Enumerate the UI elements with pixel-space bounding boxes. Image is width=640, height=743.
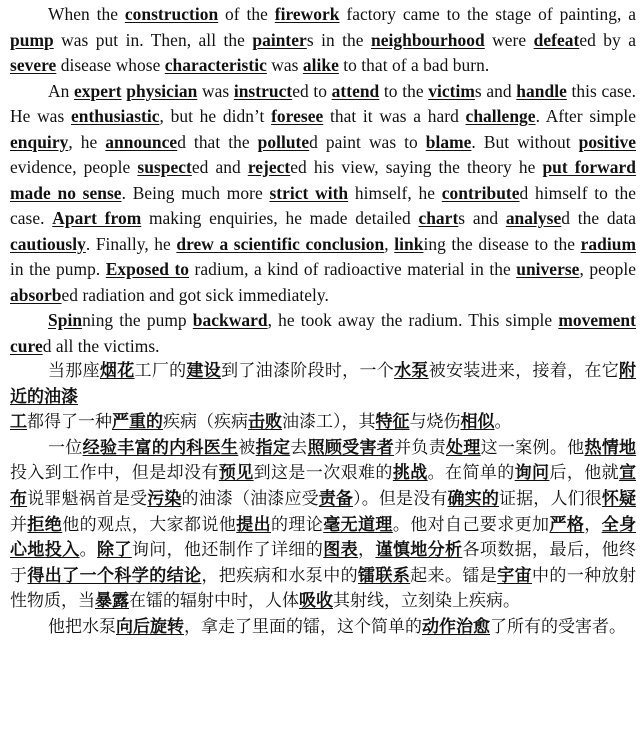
keyword: reject (247, 157, 291, 177)
keyword: Exposed to (105, 259, 190, 279)
text-run: ， (584, 514, 602, 535)
text-run: 并负责 (394, 437, 447, 458)
keyword: positive (578, 131, 636, 152)
text-run: 证据，人们很 (498, 488, 602, 509)
text-run: d that the (177, 131, 258, 152)
text-run: in the pump. (10, 259, 106, 279)
text-run: 并 (10, 514, 28, 535)
text-run: 各项数据，最后，他终于 (10, 540, 637, 586)
keyword: 除了 (97, 540, 132, 561)
keyword: 水泵 (394, 361, 429, 381)
keyword: 询问 (514, 463, 550, 484)
text-run: ，把疾病和水泵中的 (201, 565, 359, 586)
text-run: . But without (471, 131, 579, 152)
text-run: 与烧伤 (409, 412, 461, 433)
keyword: 提出 (236, 514, 272, 535)
keyword: 怀疑 (601, 488, 637, 509)
keyword: announce (105, 131, 178, 152)
keyword: pollute (257, 131, 310, 152)
text-run: s and (474, 80, 517, 101)
keyword: 照顾受害者 (307, 437, 395, 458)
text-run: 一位 (48, 437, 83, 458)
text-run: , (384, 233, 395, 254)
text-run: 。在简单的 (427, 463, 515, 484)
text-run: making enquiries, he made detailed (141, 208, 419, 228)
text-run: 投入到工作中，但是却没有 (10, 463, 219, 484)
keyword: 击败 (248, 412, 282, 433)
english-paragraph-2 (10, 79, 636, 309)
keyword: instruct (233, 80, 293, 101)
text-run: that it was a hard (323, 106, 466, 126)
text-run: was (266, 55, 303, 75)
keyword: made no sense (10, 182, 122, 203)
keyword: Apart from (52, 208, 142, 228)
keyword: enthusiastic (70, 106, 160, 126)
text-run: ing the disease to the (423, 233, 581, 254)
keyword: neighbourhood (371, 29, 485, 50)
text-run: ， (358, 540, 376, 561)
keyword: put forward (542, 157, 637, 177)
keyword: 附近的 (10, 361, 637, 407)
text-run: radium, a kind of radioactive material in the (189, 259, 517, 279)
text-run: evidence, people (10, 157, 138, 177)
text-run: , but he didn’t (159, 106, 272, 126)
keyword: absorb (10, 284, 62, 305)
text-run: 到了油漆阶段时，一个 (221, 361, 395, 381)
text-run: 油漆工），其 (282, 412, 376, 433)
text-run: 去 (290, 437, 308, 458)
text-run: 这一案例。他 (480, 437, 585, 458)
text-run: s and (458, 208, 506, 228)
keyword: 相似 (460, 412, 495, 433)
keyword: 确实的 (447, 488, 499, 509)
text-run: ed radiation and got sick immediately. (61, 284, 329, 305)
keyword: 得出了一个科学的结论 (27, 565, 202, 586)
keyword: 污染 (147, 488, 182, 509)
text-run: ed his view, saying the theory he (290, 157, 543, 177)
keyword: link (394, 233, 424, 254)
text-run: 在镭的辐射中时，人体 (129, 591, 299, 612)
english-paragraph-3 (10, 308, 636, 359)
keyword: 挑战 (392, 463, 428, 484)
text-run: 了所有的受害者。 (490, 616, 626, 637)
text-run: this case. He was (10, 80, 637, 126)
keyword: strict with (269, 182, 349, 203)
english-passage (10, 2, 636, 359)
text-run: was (197, 80, 234, 101)
keyword: contribute (441, 182, 520, 203)
keyword: 处理 (446, 437, 481, 458)
keyword: attend (331, 80, 380, 101)
text-run: s in the (306, 29, 371, 50)
keyword: 特征 (375, 412, 410, 433)
keyword: defeat (533, 29, 580, 50)
keyword: blame (425, 131, 472, 152)
keyword: 严重的 (112, 412, 163, 433)
text-run: 询问，他还制作了详细的 (131, 540, 324, 561)
keyword: handle (516, 80, 567, 101)
keyword: 图表 (323, 540, 359, 561)
keyword: 指定 (255, 437, 291, 458)
text-run: , he (68, 131, 106, 152)
text-run: 工厂的 (134, 361, 187, 381)
text-run: 起来。镭是 (410, 565, 498, 586)
text-run: 他把水泵 (48, 616, 116, 637)
keyword: radium (580, 233, 637, 254)
keyword: 烟花 (99, 361, 135, 381)
text-run: d all the victims. (42, 335, 160, 356)
text-run: was put in. Then, all the (53, 29, 253, 50)
keyword: enquiry (10, 131, 69, 152)
keyword: backward (192, 310, 268, 330)
text-run: When the (48, 4, 125, 24)
keyword: foresee (271, 106, 324, 126)
english-paragraph-1 (10, 2, 636, 79)
text-run: 当那座 (48, 361, 100, 381)
keyword: 全身心地投入 (10, 514, 637, 561)
keyword: 吸收 (299, 591, 333, 612)
text-run: d the data (561, 208, 636, 228)
keyword: alike (302, 55, 339, 75)
keyword: construction (124, 4, 219, 24)
keyword: 工 (10, 412, 27, 433)
keyword: 严格 (549, 514, 585, 535)
keyword: cautiously (10, 233, 86, 254)
keyword: 热情地 (584, 437, 637, 458)
keyword: chart (418, 208, 459, 228)
text-run: 疾病（疾病 (163, 412, 248, 433)
keyword: analyse (505, 208, 562, 228)
text-run: to the (379, 80, 429, 101)
keyword: Spin (48, 310, 83, 330)
keyword: severe (10, 55, 57, 75)
keyword: painter (252, 29, 307, 50)
keyword: 经验丰富的内科医生 (82, 437, 239, 458)
text-run: . After simple (535, 106, 637, 126)
keyword: characteristic (164, 55, 267, 75)
text-run: 被 (238, 437, 256, 458)
text-run: ed and (191, 157, 248, 177)
text-run: ed to (292, 80, 332, 101)
text-run: 的油漆（油漆应受 (181, 488, 319, 509)
keyword: 谨慎地分析 (375, 540, 463, 561)
text-run: ）。但是没有 (353, 488, 448, 509)
keyword: pump (10, 29, 54, 50)
keyword: 油漆 (44, 386, 78, 407)
chinese-translation (10, 359, 636, 641)
text-run: ，拿走了里面的镭，这个简单的 (184, 616, 422, 637)
text-run: of the (218, 4, 275, 24)
text-run: . Being much more (121, 182, 270, 203)
text-run: 他的观点，大家都说他 (62, 514, 237, 535)
keyword: physician (126, 80, 198, 101)
chinese-paragraph-2 (10, 436, 636, 615)
text-run: 的理论 (271, 514, 324, 535)
text-run: 都得了一种 (27, 412, 112, 433)
text-run: d himself to the case. (10, 182, 636, 228)
keyword: universe (516, 259, 580, 279)
text-run: , he took away the radium. This simple (267, 310, 559, 330)
keyword: 建设 (186, 361, 222, 381)
keyword: 宣布 (10, 463, 637, 509)
text-run: 中的一种放射性物质，当 (10, 565, 637, 612)
keyword: 责备 (318, 488, 354, 509)
text-run: factory came to the stage of painting, a (339, 4, 636, 24)
text-run: ning the pump (82, 310, 193, 330)
keyword: challenge (465, 106, 536, 126)
text-run: 。 (494, 412, 512, 433)
keyword: 暴露 (95, 591, 129, 612)
text-run: 。 (79, 540, 98, 561)
keyword: 预见 (218, 463, 254, 484)
text-run: . Finally, he (85, 233, 177, 254)
keyword: firework (274, 4, 340, 24)
keyword: 动作治愈 (422, 616, 490, 637)
chinese-paragraph-3 (10, 615, 636, 641)
keyword: victim (428, 80, 475, 101)
text-run: 后，他就 (549, 463, 620, 484)
text-run: 其射线，立刻染上疾病。 (333, 591, 520, 612)
text-run: , people (579, 259, 636, 279)
keyword: 镭联系 (358, 565, 411, 586)
text-run: himself, he (348, 182, 442, 203)
chinese-paragraph-1 (10, 359, 636, 436)
text-run: to that of a bad burn. (338, 55, 490, 75)
keyword: drew a scientific conclusion (176, 233, 385, 254)
text-run: disease whose (56, 55, 165, 75)
text-run: ed by a (579, 29, 636, 50)
keyword: 向后旋转 (116, 616, 184, 637)
keyword: suspect (137, 157, 192, 177)
keyword: 宇宙 (497, 565, 533, 586)
text-run: were (484, 29, 534, 50)
keyword: 毫无道理 (323, 514, 393, 535)
text-run: d paint was to (309, 131, 426, 152)
text-run: 到这是一次艰难的 (253, 463, 393, 484)
keyword: movement (558, 310, 636, 330)
keyword: 拒绝 (27, 514, 63, 535)
text-run: An (48, 80, 75, 101)
text-run: 被安装进来，接着，在它 (428, 361, 620, 381)
keyword: cure (10, 335, 43, 356)
text-run: 。他对自己要求更加 (392, 514, 550, 535)
text-run: 说罪魁祸首是受 (27, 488, 148, 509)
keyword: expert (74, 80, 122, 101)
